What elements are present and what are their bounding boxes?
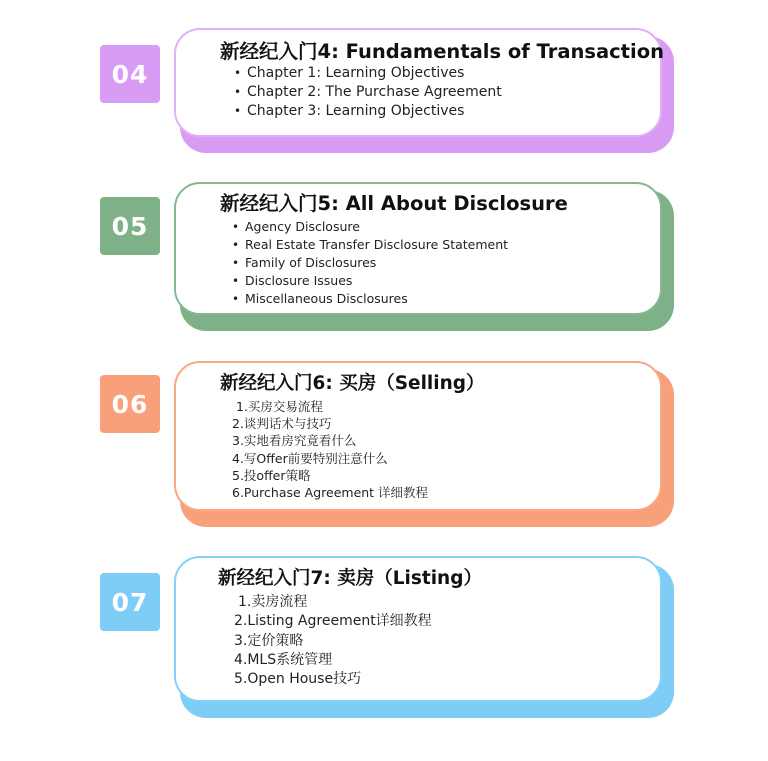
list-item: 1.买房交易流程 (236, 399, 323, 414)
card-06 (174, 361, 668, 519)
list-item: • Agency Disclosure (232, 218, 508, 236)
badge-06: 06 (100, 375, 160, 433)
card-title: 新经纪入门5: All About Disclosure (220, 192, 568, 215)
card-title: 新经纪入门6: 买房（Selling） (220, 373, 485, 394)
item-list (234, 593, 432, 689)
card-04 (174, 28, 668, 145)
list-item: • Chapter 3: Learning Objectives (234, 102, 502, 121)
list-item: 2.谈判话术与技巧 (232, 416, 332, 432)
item-list (234, 64, 502, 121)
card-05 (174, 182, 668, 323)
list-item: • Chapter 2: The Purchase Agreement (234, 83, 502, 102)
list-item: • Family of Disclosures (232, 254, 508, 272)
card-title: 新经纪入门4: Fundamentals of Transaction (220, 40, 664, 63)
list-item: 4.写Offer前要特别注意什么 (232, 450, 388, 466)
card-title: 新经纪入门7: 卖房（Listing） (218, 568, 482, 589)
item-list (232, 398, 428, 501)
list-item: • Disclosure Issues (232, 272, 508, 290)
list-item: 5.投offer策略 (232, 467, 311, 483)
list-item: 2.Listing Agreement详细教程 (234, 613, 432, 630)
list-item: 3.定价策略 (234, 632, 304, 649)
item-list (232, 218, 508, 308)
card-07 (174, 556, 668, 710)
list-item: 3.实地看房究竟看什么 (232, 433, 357, 449)
list-item: 5.Open House技巧 (234, 671, 362, 688)
badge-07: 07 (100, 573, 160, 631)
list-item: • Real Estate Transfer Disclosure Statement (232, 236, 508, 254)
list-item: • Miscellaneous Disclosures (232, 290, 508, 308)
list-item: 4.MLS系统管理 (234, 651, 333, 668)
list-item: 6.Purchase Agreement 详细教程 (232, 485, 429, 501)
badge-05: 05 (100, 197, 160, 255)
list-item: 1.卖房流程 (238, 594, 308, 610)
badge-04: 04 (100, 45, 160, 103)
list-item: • Chapter 1: Learning Objectives (234, 64, 502, 83)
